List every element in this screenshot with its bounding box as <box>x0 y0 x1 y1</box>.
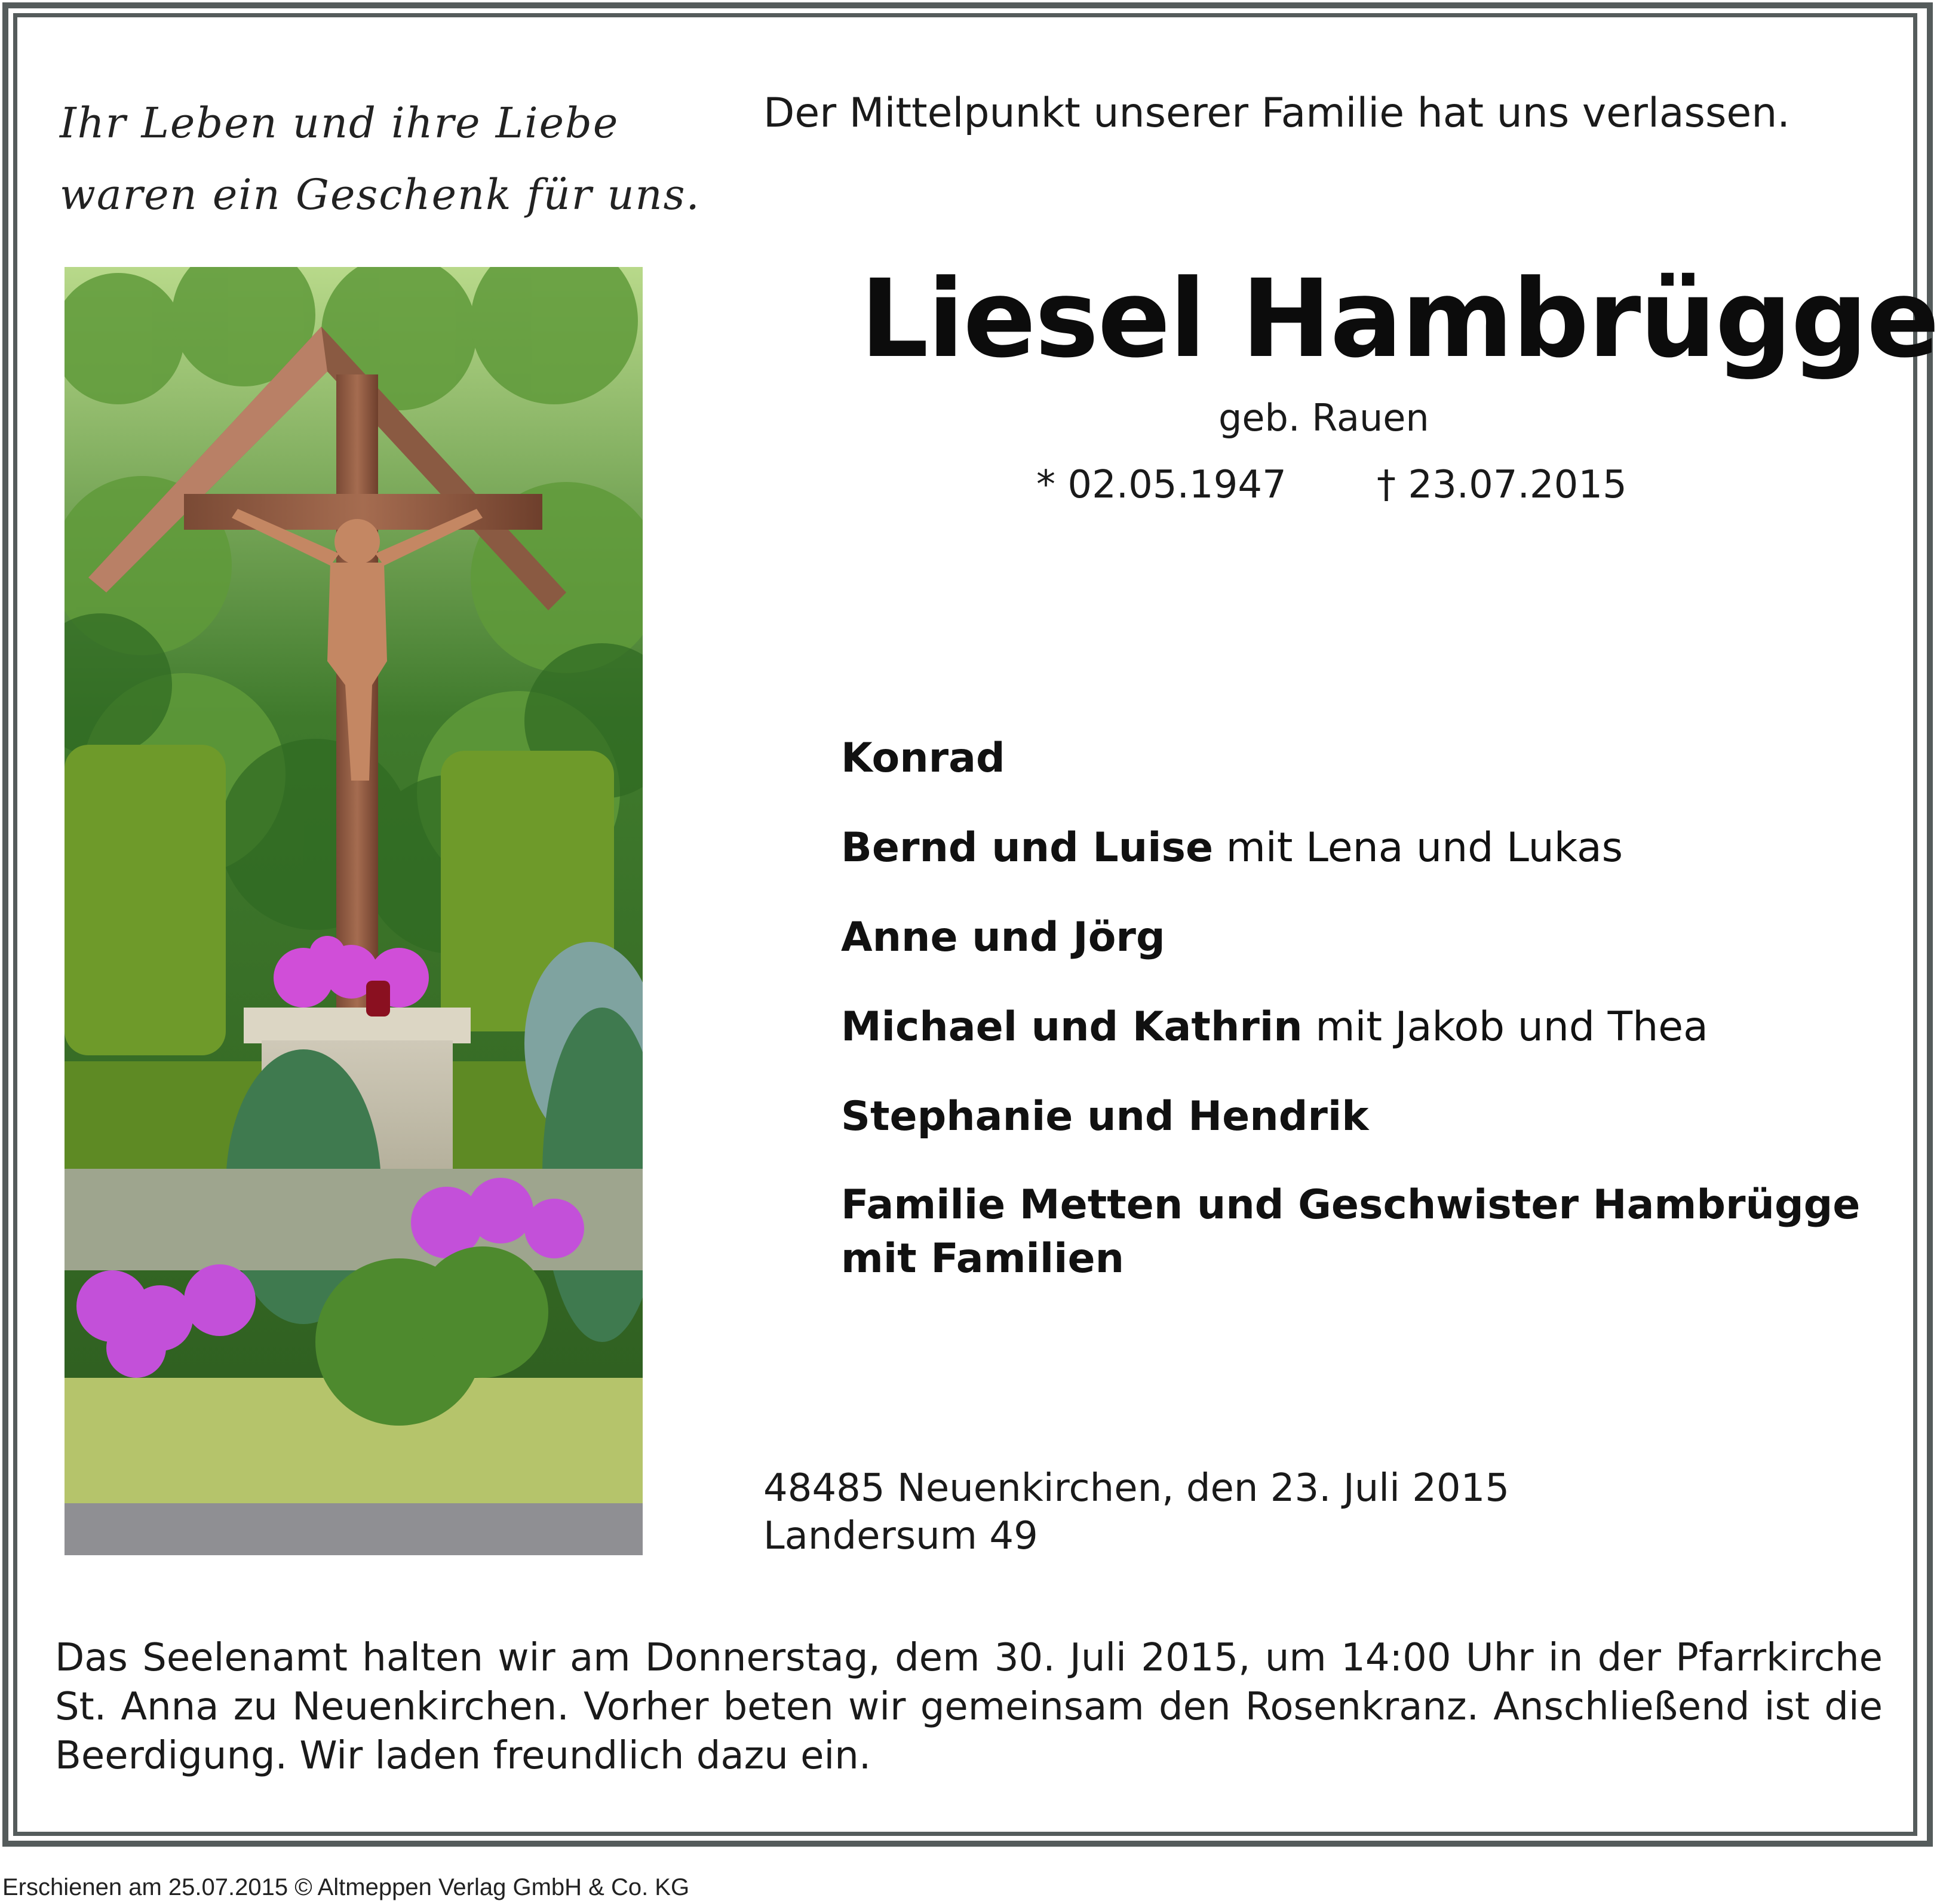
deceased-name: Liesel Hambrügge <box>860 257 1939 382</box>
service-line-2: St. Anna zu Neuenkirchen. Vorher beten wir gemeinsam den Rosenkranz. Anschließend ist die <box>55 1685 1883 1729</box>
mourner-6: Familie Metten und Geschwister Hambrügge <box>841 1181 1861 1229</box>
service-line-1: Das Seelenamt halten wir am Donnerstag, dem 30. Juli 2015, um 14:00 Uhr in der Pfarrkirche <box>55 1636 1883 1680</box>
motto-line-1: Ihr Leben und ihre Liebe <box>60 99 619 148</box>
mourner-4: Michael und Kathrin mit Jakob und Thea <box>841 1003 1708 1051</box>
mourner-5: Stephanie und Hendrik <box>841 1093 1369 1140</box>
crucifix-garden-photo <box>65 267 643 1555</box>
mourner-3: Anne und Jörg <box>841 914 1165 961</box>
service-line-3: Beerdigung. Wir laden freundlich dazu ein. <box>55 1734 871 1778</box>
birth-date: * 02.05.1947 <box>1036 463 1287 507</box>
maiden-name: geb. Rauen <box>1218 396 1429 440</box>
service-notice <box>55 1633 1883 1780</box>
mourner-2: Bernd und Luise mit Lena und Lukas <box>841 824 1623 871</box>
publication-footer: Erschienen am 25.07.2015 © Altmeppen Verlag GmbH & Co. KG <box>2 1874 690 1900</box>
headline: Der Mittelpunkt unserer Familie hat uns verlassen. <box>763 90 1790 137</box>
mourner-1: Konrad <box>841 735 1005 782</box>
address-line-2: Landersum 49 <box>763 1514 1038 1558</box>
address-line-1: 48485 Neuenkirchen, den 23. Juli 2015 <box>763 1466 1510 1510</box>
death-date: † 23.07.2015 <box>1377 463 1627 507</box>
motto-line-2: waren ein Geschenk für uns. <box>60 170 701 219</box>
mourner-7: mit Familien <box>841 1235 1125 1282</box>
